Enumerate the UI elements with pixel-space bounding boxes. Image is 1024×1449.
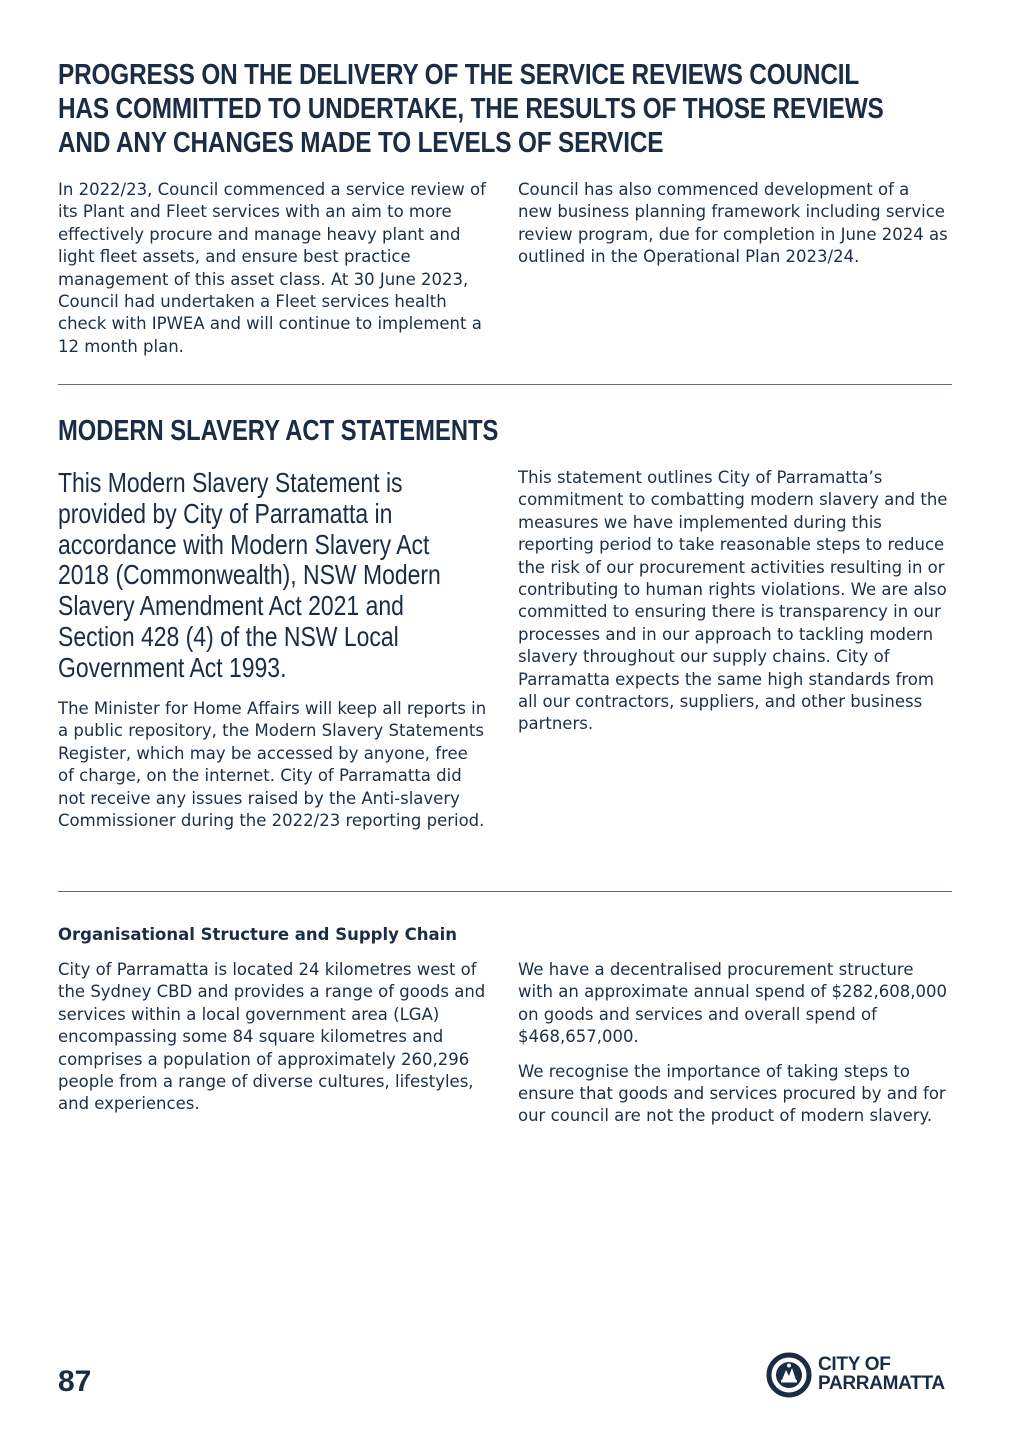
organisation-right-column [518, 959, 948, 1140]
lead-line: Section 428 (4) of the NSW Local [58, 620, 399, 652]
service-review-right-column [518, 179, 948, 281]
section-heading-modern-slavery: MODERN SLAVERY ACT STATEMENTS [58, 415, 499, 447]
city-seal-icon [766, 1352, 812, 1398]
organisation-left-column [58, 959, 488, 1128]
service-review-paragraph: In 2022/23, Council commenced a service review of its Plant and Fleet services with an aim to more effectively procure and manage heavy plant and light fleet assets, and ensure best practice management of this asset class. At 30 June 2023, Council had undertaken a Fleet services health check with IPWEA and will continue to implement a 12 month plan. [58, 180, 486, 356]
service-review-left-column [58, 179, 488, 370]
business-planning-paragraph: Council has also commenced development of a new business planning framework including service review program, due for completion in June 2024 as outlined in the Operational Plan 2023/24. [518, 180, 948, 267]
procurement-paragraph: We have a decentralised procurement structure with an approximate annual spend of $282,608,000 on goods and services and overall spend of $468,657,000. [518, 960, 947, 1047]
logo-line2: PARRAMATTA [818, 1373, 945, 1394]
logo-line1: CITY OF [818, 1354, 891, 1375]
document-page [58, 0, 952, 1449]
register-paragraph: The Minister for Home Affairs will keep all reports in a public repository, the Modern Slavery Statements Register, which may be accessed by anyone, free of charge, on the internet. City of Parramatta did not receive any issues raised by the Anti-slavery Commissioner during the 2022/23 reporting period. [58, 699, 487, 831]
modern-slavery-left-column [58, 468, 488, 684]
section-heading-service-reviews [58, 58, 948, 160]
city-of-parramatta-logo [766, 1352, 956, 1402]
lead-line: Slavery Amendment Act 2021 and [58, 590, 404, 622]
logo-wordmark [818, 1355, 945, 1393]
lead-line: Government Act 1993. [58, 651, 287, 683]
lead-line: This Modern Slavery Statement is [58, 467, 403, 498]
heading-line: AND ANY CHANGES MADE TO LEVELS OF SERVICE [58, 127, 664, 159]
commitment-paragraph: This statement outlines City of Parramatta’s commitment to combatting modern slavery and the measures we have implemented during this reporting period to take reasonable steps to reduce the risk of our procurement activities resulting in or contributing to human rights violations. We are also committed to ensuring there is transparency in our processes and in our approach to tackling modern slavery throughout our supply chains. City of Parramatta expects the same high standards from all our contractors, suppliers, and other business partners. [518, 468, 948, 734]
lead-line: provided by City of Parramatta in [58, 497, 393, 529]
section-divider [58, 891, 952, 892]
recognition-paragraph: We recognise the importance of taking steps to ensure that goods and services procured by and for our council are not the product of modern slavery. [518, 1061, 946, 1126]
subheading-organisational-structure: Organisational Structure and Supply Chain [58, 925, 458, 944]
heading-line: PROGRESS ON THE DELIVERY OF THE SERVICE REVIEWS COUNCIL [58, 59, 860, 91]
section-divider [58, 384, 952, 385]
heading-line: HAS COMMITTED TO UNDERTAKE, THE RESULTS OF THOSE REVIEWS [58, 93, 884, 125]
lead-line: accordance with Modern Slavery Act [58, 528, 430, 560]
modern-slavery-register-column [58, 698, 488, 844]
page-number: 87 [58, 1365, 92, 1398]
lead-line: 2018 (Commonwealth), NSW Modern [58, 559, 441, 591]
modern-slavery-right-column [518, 467, 948, 748]
location-paragraph: City of Parramatta is located 24 kilometres west of the Sydney CBD and provides a range of goods and services within a local government area (LGA) encompassing some 84 square kilometres and comprises a population of approximately 260,296 people from a range of diverse cultures, lifestyles, and experiences. [58, 960, 486, 1114]
modern-slavery-lead-statement [58, 468, 484, 684]
